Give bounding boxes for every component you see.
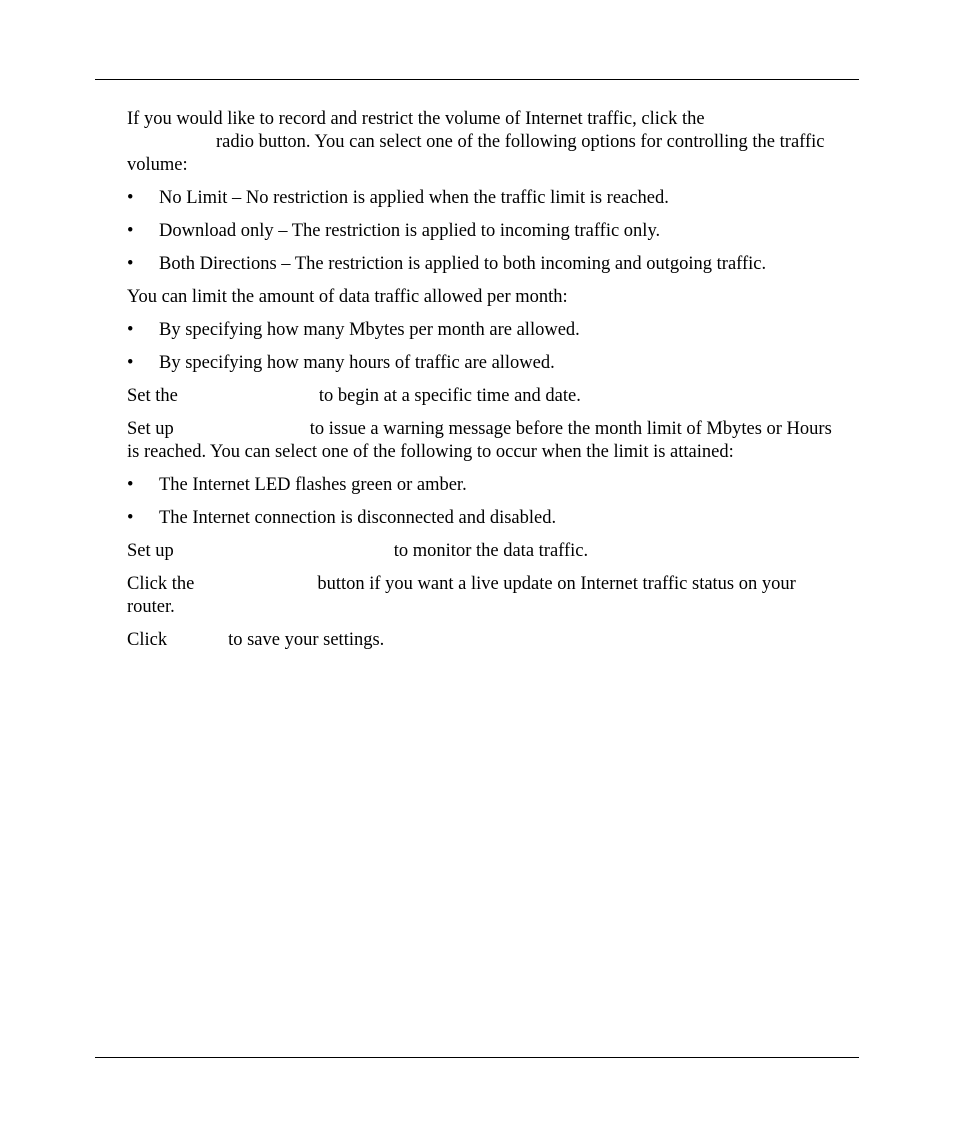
list-item: • By specifying how many Mbytes per month are allowed. bbox=[127, 320, 580, 340]
bullet-icon: • bbox=[127, 320, 134, 340]
intro-line-1: If you would like to record and restrict the volume of Internet traffic, click the bbox=[127, 109, 705, 129]
document-body bbox=[127, 108, 859, 662]
list-item: • No Limit – No restriction is applied when the traffic limit is reached. bbox=[127, 188, 669, 208]
bullet-icon: • bbox=[127, 353, 134, 373]
list-item: • Both Directions – The restriction is applied to both incoming and outgoing traffic. bbox=[127, 254, 767, 274]
click-apply-paragraph: Click to save your settings. bbox=[127, 630, 385, 650]
bullet-icon: • bbox=[127, 221, 134, 241]
list-item: • Download only – The restriction is applied to incoming traffic only. bbox=[127, 221, 661, 241]
intro-paragraph bbox=[127, 108, 859, 177]
set-monitor-paragraph: Set up to monitor the data traffic. bbox=[127, 541, 589, 561]
click-status-paragraph: Click the button if you want a live update on Internet traffic status on your router. bbox=[127, 574, 796, 617]
list-item: • The Internet connection is disconnected and disabled. bbox=[127, 508, 557, 528]
header-rule bbox=[95, 79, 859, 80]
bullet-icon: • bbox=[127, 508, 134, 528]
bullet-icon: • bbox=[127, 475, 134, 495]
footer-rule bbox=[95, 1057, 859, 1058]
set-counter-paragraph: Set the to begin at a specific time and date. bbox=[127, 386, 581, 406]
intro-line-3: volume: bbox=[127, 155, 188, 175]
bullet-icon: • bbox=[127, 188, 134, 208]
list-item: • By specifying how many hours of traffic are allowed. bbox=[127, 353, 555, 373]
limit-intro: You can limit the amount of data traffic allowed per month: bbox=[127, 287, 568, 307]
set-warning-paragraph: Set up to issue a warning message before the month limit of Mbytes or Hours is reached. You can select one of the following to occur when the limit is attained: bbox=[127, 419, 832, 462]
intro-line-2: radio button. You can select one of the following options for controlling the traffic bbox=[216, 132, 825, 152]
bullet-icon: • bbox=[127, 254, 134, 274]
list-item: • The Internet LED flashes green or amber. bbox=[127, 475, 467, 495]
